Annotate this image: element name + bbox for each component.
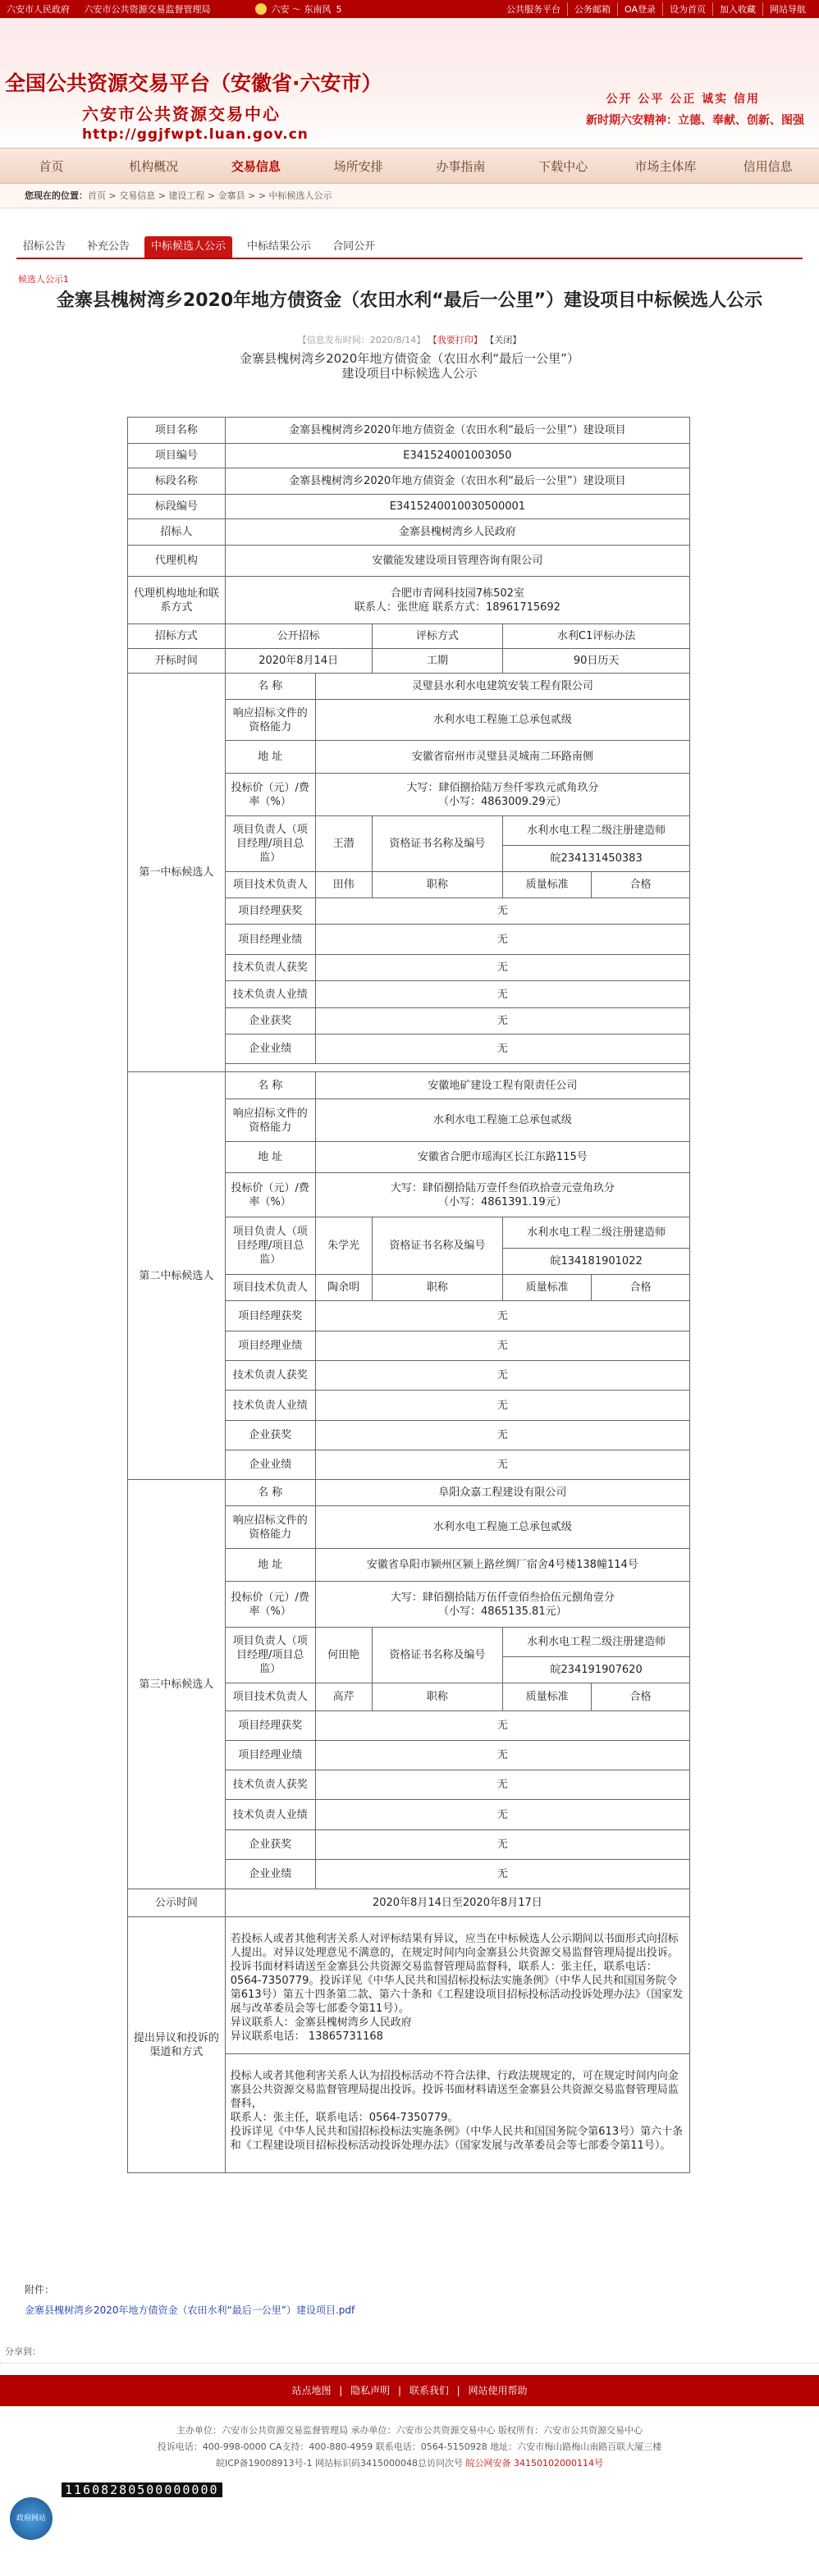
cell-label: 技术负责人业绩	[225, 1391, 315, 1421]
cell-label: 标段名称	[128, 468, 226, 495]
cell-label: 标段编号	[128, 495, 226, 519]
cell-value: 无	[315, 1711, 689, 1741]
cell-label: 响应招标文件的资格能力	[225, 700, 315, 741]
notice-tag: 候选人公示1	[18, 274, 69, 285]
nav-home[interactable]: 首页	[39, 159, 64, 174]
main-nav	[0, 148, 819, 184]
slogan-principles: 公开 公平 公正 诚实 信用	[606, 93, 760, 106]
cell-label: 地 址	[225, 1142, 315, 1173]
complaint-para: 投标人或者其他利害关系人认为招投标活动不符合法律、行政法规规定的，可在规定时间内向金寨县公共资源交易监督管理局提出投诉。投诉书面材料请送至金寨县公共资源交易监督管理局监督科，	[230, 2070, 679, 2110]
brand-subtitle: 六安市公共资源交易中心	[82, 104, 281, 124]
cell-label: 响应招标文件的资格能力	[225, 1099, 315, 1142]
nav-venue[interactable]: 场所安排	[333, 159, 383, 174]
breadcrumb-label: 您现在的位置：	[25, 190, 88, 201]
cell-value: 无	[315, 955, 689, 981]
agency-address: 合肥市青网科技园7栋502室	[390, 587, 524, 600]
table-row	[128, 519, 690, 546]
cell-label: 代理机构地址和联系方式	[128, 577, 226, 624]
cell-label: 响应招标文件的资格能力	[225, 1506, 315, 1549]
candidate-cert-no: 皖234191907620	[503, 1657, 690, 1683]
price-number: （小写：4865135.81元）	[438, 1605, 567, 1618]
candidate-quality: 合格	[592, 1683, 690, 1711]
attachment-block	[25, 2282, 355, 2317]
cell-section-name: 金寨县槐树湾乡2020年地方债资金（农田水利“最后一公里”）建设项目	[225, 468, 689, 495]
cell-value: 无	[315, 925, 689, 955]
cell-label: 企业获奖	[225, 1830, 315, 1860]
gov-site-badge[interactable]: 政府网站	[10, 2497, 53, 2540]
cell-value: 无	[315, 1361, 689, 1391]
publish-date: 【信息发布时间：2020/8/14】	[297, 335, 426, 345]
cell-label: 项目经理业绩	[225, 1741, 315, 1770]
cell-section-no: E3415240010030500001	[225, 495, 689, 519]
table-row	[128, 468, 690, 495]
cell-label: 企业业绩	[225, 1450, 315, 1480]
tab-supplement[interactable]: 补充公告	[87, 240, 130, 253]
candidate-pm: 何田艳	[315, 1628, 372, 1683]
cell-value: 无	[315, 1450, 689, 1480]
nav-download[interactable]: 下载中心	[538, 159, 588, 174]
candidates-table	[127, 417, 690, 2173]
price-words: 大写：肆佰捌拾陆万壹仟叁佰玖拾壹元壹角玖分	[390, 1181, 615, 1194]
candidate-pm: 王潜	[315, 816, 372, 872]
link-oa[interactable]: OA登录	[617, 2, 662, 16]
attachment-label: 附件：	[25, 2284, 55, 2295]
cell-value: 无	[315, 1770, 689, 1800]
candidate-pm: 朱学光	[315, 1217, 372, 1275]
cell-value: 无	[315, 1331, 689, 1361]
table-row	[128, 624, 690, 649]
link-homepage[interactable]: 设为首页	[662, 2, 712, 16]
table-row	[128, 1072, 690, 1099]
objection-contact: 异议联系人：金寨县槐树湾乡人民政府	[230, 2016, 412, 2029]
cell-label: 企业业绩	[225, 1035, 315, 1064]
footer-line1: 主办单位：六安市公共资源交易监督管理局 承办单位：六安市公共资源交易中心 版权所有：六安市公共资源交易中心	[176, 2425, 643, 2436]
tab-candidates[interactable]: 中标候选人公示	[144, 236, 232, 258]
cell-agency: 安徽能发建设项目管理咨询有限公司	[225, 546, 689, 577]
table-row	[128, 674, 690, 700]
cell-label: 地 址	[225, 741, 315, 774]
table-row	[128, 1889, 690, 1917]
candidate-quality: 合格	[592, 1275, 690, 1301]
cell-spacer	[225, 1064, 689, 1072]
agency-contact: 联系人：张世庭 联系方式：18961715692	[354, 601, 560, 614]
cell-label: 工期	[372, 649, 503, 674]
cell-value: 无	[315, 1035, 689, 1064]
link-sitemap[interactable]: 网站导航	[762, 2, 812, 16]
table-row	[128, 495, 690, 519]
header	[0, 18, 819, 148]
candidate-location: 安徽省阜阳市颍州区颍上路丝绸厂宿舍4号楼138幢114号	[315, 1549, 689, 1582]
price-words: 大写：肆佰捌拾陆万伍仟壹佰叁拾伍元捌角壹分	[390, 1591, 615, 1604]
cell-value: 无	[315, 1800, 689, 1830]
footer-line2: 投诉电话：400-998-0000 CA支持：400-880-4959 联系电话：0564-5150928 地址：六安市梅山路梅山南路百联大厦三楼	[157, 2441, 662, 2452]
cell-project-name: 金寨县槐树湾乡2020年地方债资金（农田水利“最后一公里”）建设项目	[225, 418, 689, 444]
cell-label: 项目经理业绩	[225, 925, 315, 955]
candidate-tech: 高芹	[315, 1683, 372, 1711]
candidate-cert-no: 皖234131450383	[503, 846, 690, 872]
cell-value: 无	[315, 1301, 689, 1331]
cell-label: 项目负责人（项目经理/项目总监）	[225, 816, 315, 872]
cell-label: 项目经理获奖	[225, 1711, 315, 1741]
cell-label: 质量标准	[503, 872, 592, 898]
nav-about[interactable]: 机构概况	[129, 159, 179, 174]
cell-label: 开标时间	[128, 649, 226, 674]
meta-line	[0, 333, 819, 346]
candidate-tech: 陶余明	[315, 1275, 372, 1301]
candidate-cert-name: 水利水电工程二级注册建造师	[503, 816, 690, 846]
breadcrumb	[0, 184, 819, 208]
cell-complaint	[225, 2054, 689, 2173]
cell-publicity: 2020年8月14日至2020年8月17日	[225, 1889, 689, 1917]
attachment-link[interactable]: 金寨县槐树湾乡2020年地方债资金（农田水利“最后一公里”）建设项目.pdf	[25, 2304, 355, 2316]
cell-value: 无	[315, 1391, 689, 1421]
cell-label: 项目技术负责人	[225, 872, 315, 898]
cell-label: 招标人	[128, 519, 226, 546]
footer-nav: 站点地图 | 隐私声明 | 联系我们 | 网站使用帮助	[0, 2375, 819, 2406]
cell-tenderer: 金寨县槐树湾乡人民政府	[225, 519, 689, 546]
close-link[interactable]: 【关闭】	[485, 335, 522, 345]
share-label: 分享到：	[5, 2346, 41, 2357]
cell-label: 名 称	[225, 1480, 315, 1506]
cell-value: 无	[315, 1008, 689, 1035]
cell-label: 技术负责人业绩	[225, 1800, 315, 1830]
cell-label: 地 址	[225, 1549, 315, 1582]
link-gov[interactable]: 六安市人民政府	[7, 4, 70, 15]
cell-project-no: E341524001003050	[225, 444, 689, 468]
cell-label: 资格证书名称及编号	[372, 816, 503, 872]
candidate-cert-no: 皖134181901022	[503, 1249, 690, 1275]
footer-police[interactable]: 皖公网安备 34150102000114号	[465, 2458, 603, 2469]
cell-agency-address	[225, 577, 689, 624]
candidate-rank: 第一中标候选人	[128, 674, 226, 1072]
candidate-quality: 合格	[592, 872, 690, 898]
cell-label: 项目负责人（项目经理/项目总监）	[225, 1628, 315, 1683]
footer-line3	[0, 2455, 819, 2472]
complaint-contact: 联系人：张主任，联系电话：0564-7350779。	[230, 2112, 459, 2124]
link-favorite[interactable]: 加入收藏	[712, 2, 762, 16]
candidate-location: 安徽省宿州市灵璧县灵城南二环路南侧	[315, 741, 689, 774]
table-row	[128, 1480, 690, 1506]
cell-label: 代理机构	[128, 546, 226, 577]
sun-icon	[255, 3, 267, 15]
cell-label: 项目编号	[128, 444, 226, 468]
cell-label: 项目经理获奖	[225, 1301, 315, 1331]
candidate-rank: 第二中标候选人	[128, 1072, 226, 1480]
cell-label: 评标方式	[372, 624, 503, 649]
complaint-basis: 投诉详见《中华人民共和国招标投标法实施条例》（中华人民共和国国务院令第613号）第六十条和《工程建设项目招标投标活动投诉处理办法》（国家发展与改革委员会等七部委令第11号）。	[230, 2126, 684, 2152]
candidate-name: 安徽地矿建设工程有限责任公司	[315, 1072, 689, 1099]
cell-period: 90日历天	[503, 649, 690, 674]
link-service-platform[interactable]: 公共服务平台	[506, 4, 560, 15]
link-mail[interactable]: 公务邮箱	[567, 2, 617, 16]
cell-label: 项目技术负责人	[225, 1683, 315, 1711]
objection-para1: 若投标人或者其他利害关系人对评标结果有异议，应当在中标候选人公示期间以书面形式向招标人提出。对异议处理意见不满意的，在规定时间内向金寨县公共资源交易监督管理局提出投诉。投诉书面材料请送至金寨县公共资源交易监督管理局监督科，联系人：张主任，联系电话：0564-7350779。投诉详见《中华人民共和国招标投标法实施条例》（中华人民共和国国务院令第613号）第五十四条第二款、第六十条和《工程建设项目招标投标活动投诉处理办法》（国家发展与改革委员会等七部委令第11号）。	[230, 1933, 684, 2015]
candidate-name: 灵璧县水利水电建筑安装工程有限公司	[315, 674, 689, 700]
cell-label: 质量标准	[503, 1275, 592, 1301]
print-link[interactable]: 【我要打印】	[428, 335, 483, 345]
table-row	[128, 649, 690, 674]
candidate-rank: 第三中标候选人	[128, 1480, 226, 1889]
cell-label: 项目经理业绩	[225, 1331, 315, 1361]
cell-label: 名 称	[225, 674, 315, 700]
nav-trade-info[interactable]: 交易信息	[231, 159, 281, 174]
weather-widget	[255, 2, 342, 16]
weather-number: 5	[336, 3, 342, 15]
tab-tender-notice[interactable]: 招标公告	[23, 240, 66, 253]
cell-eval: 水利C1评标办法	[503, 624, 690, 649]
candidate-cert-name: 水利水电工程二级注册建造师	[503, 1217, 690, 1249]
cell-objection	[225, 1917, 689, 2054]
cell-label: 公示时间	[128, 1889, 226, 1917]
tab-result[interactable]: 中标结果公示	[247, 240, 312, 253]
cell-label: 职称	[372, 1275, 503, 1301]
candidate-qualification: 水利水电工程施工总承包贰级	[315, 700, 689, 741]
cell-label: 职称	[372, 872, 503, 898]
cell-label: 投标价（元）/费率（%）	[225, 1582, 315, 1628]
candidate-price	[315, 774, 689, 816]
candidate-cert-name: 水利水电工程二级注册建造师	[503, 1628, 690, 1657]
cell-label: 技术负责人获奖	[225, 1770, 315, 1800]
objection-phone: 异议联系电话： 13865731168	[230, 2030, 383, 2043]
divider	[0, 2363, 819, 2364]
cell-label: 企业获奖	[225, 1008, 315, 1035]
cell-label: 项目技术负责人	[225, 1275, 315, 1301]
breadcrumb-path[interactable]: 首页 > 交易信息 > 建设工程 > 金寨县 > > 中标候选人公示	[88, 190, 332, 201]
nav-guide[interactable]: 办事指南	[436, 159, 486, 174]
page-title: 金寨县槐树湾乡2020年地方债资金（农田水利“最后一公里”）建设项目中标候选人公示	[56, 290, 763, 311]
nav-credit[interactable]: 信用信息	[743, 159, 793, 174]
top-bar	[0, 0, 819, 18]
weather-text: 六安 ～ 东南风	[271, 4, 332, 15]
cell-value: 无	[315, 1741, 689, 1770]
cell-label: 技术负责人获奖	[225, 955, 315, 981]
candidate-price	[315, 1173, 689, 1217]
candidate-location: 安徽省合肥市瑶海区长江东路115号	[315, 1142, 689, 1173]
brand-title[interactable]: 全国公共资源交易平台（安徽省·六安市）	[5, 71, 382, 95]
subtitle-line2: 建设项目中标候选人公示	[341, 366, 478, 381]
cell-label: 技术负责人获奖	[225, 1361, 315, 1391]
cell-label: 职称	[372, 1683, 503, 1711]
cell-label: 名 称	[225, 1072, 315, 1099]
cell-value: 无	[315, 981, 689, 1008]
cell-start: 2020年8月14日	[225, 649, 372, 674]
cell-value: 无	[315, 1421, 689, 1450]
visit-counter: 11608280500000000	[62, 2482, 222, 2497]
cell-label: 招标方式	[128, 624, 226, 649]
cell-label: 企业获奖	[225, 1421, 315, 1450]
price-number: （小写：4863009.29元）	[438, 795, 567, 808]
candidate-tech: 田伟	[315, 872, 372, 898]
candidate-qualification: 水利水电工程施工总承包贰级	[315, 1099, 689, 1142]
cell-label: 技术负责人业绩	[225, 981, 315, 1008]
cell-label: 提出异议和投诉的渠道和方式	[128, 1917, 226, 2173]
cell-label: 投标价（元）/费率（%）	[225, 774, 315, 816]
subtitle-line1: 金寨县槐树湾乡2020年地方债资金（农田水利“最后一公里”）	[240, 351, 579, 366]
footer-icp: 皖ICP备19008913号-1 网站标识码3415000048总访问次号	[216, 2458, 463, 2469]
link-supervision[interactable]: 六安市公共资源交易监督管理局	[84, 4, 211, 15]
cell-label: 企业业绩	[225, 1860, 315, 1889]
candidate-price	[315, 1582, 689, 1628]
cell-value: 无	[315, 898, 689, 925]
cell-value: 无	[315, 1860, 689, 1889]
brand-url: http://ggjfwpt.luan.gov.cn	[82, 126, 309, 143]
footer-help[interactable]: 网站使用帮助	[468, 2385, 528, 2396]
doc-subtitle	[0, 351, 819, 381]
cell-label: 项目经理获奖	[225, 898, 315, 925]
footer-privacy[interactable]: 隐私声明	[350, 2385, 391, 2396]
price-words: 大写：肆佰捌拾陆万叁仟零玖元贰角玖分	[406, 781, 599, 794]
price-number: （小写：4861391.19元）	[438, 1195, 567, 1208]
cell-value: 无	[315, 1830, 689, 1860]
cell-label: 项目负责人（项目经理/项目总监）	[225, 1217, 315, 1275]
cell-label: 资格证书名称及编号	[372, 1217, 503, 1275]
slogan-spirit: 新时期六安精神：立德、奉献、创新、图强	[586, 114, 804, 127]
candidate-name: 阜阳众嘉工程建设有限公司	[315, 1480, 689, 1506]
cell-label: 投标价（元）/费率（%）	[225, 1173, 315, 1217]
footer-sitemap[interactable]: 站点地图	[291, 2385, 332, 2396]
tab-contract[interactable]: 合同公开	[332, 240, 376, 253]
cell-method: 公开招标	[225, 624, 372, 649]
table-row	[128, 577, 690, 624]
table-row	[128, 1917, 690, 2054]
table-row	[128, 444, 690, 468]
cell-label: 资格证书名称及编号	[372, 1628, 503, 1683]
candidate-qualification: 水利水电工程施工总承包贰级	[315, 1506, 689, 1549]
nav-market[interactable]: 市场主体库	[634, 159, 697, 174]
cell-label: 项目名称	[128, 418, 226, 444]
tab-bar	[16, 235, 803, 259]
table-row	[128, 418, 690, 444]
table-row	[128, 546, 690, 577]
footer-contact[interactable]: 联系我们	[409, 2385, 449, 2396]
cell-label: 质量标准	[503, 1683, 592, 1711]
